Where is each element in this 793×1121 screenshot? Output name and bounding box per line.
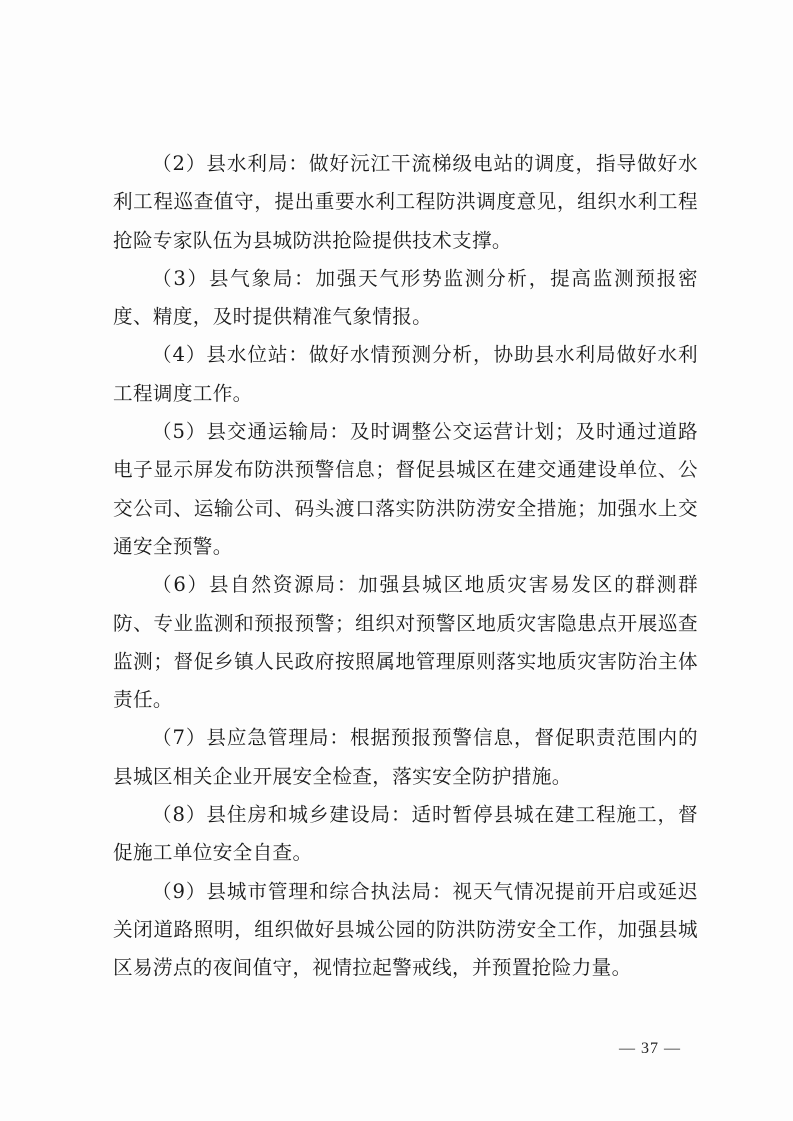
paragraph-water-resources-bureau: （2）县水利局：做好沅江干流梯级电站的调度，指导做好水利工程巡查值守，提出重要水利工程防洪调度意见，组织水利工程抢险专家队伍为县城防洪抢险提供技术支撑。 xyxy=(113,152,698,252)
page-number: — 37 — xyxy=(619,1040,681,1057)
paragraph-transportation-bureau: （5）县交通运输局：及时调整公交运营计划；及时通过道路电子显示屏发布防洪预警信息；督促县城区在建交通建设单位、公交公司、运输公司、码头渡口落实防洪防涝安全措施；加强水上交通安全预警。 xyxy=(113,420,698,558)
paragraph-urban-management-bureau: （9）县城市管理和综合执法局：视天气情况提前开启或延迟关闭道路照明，组织做好县城公园的防洪防涝安全工作，加强县城区易涝点的夜间值守，视情拉起警戒线，并预置抢险力量。 xyxy=(113,879,698,980)
paragraph-water-level-station: （4）县水位站：做好水情预测分析，协助县水利局做好水利工程调度工作。 xyxy=(113,343,698,405)
paragraph-natural-resources-bureau: （6）县自然资源局：加强县城区地质灾害易发区的群测群防、专业监测和预报预警；组织对预警区地质灾害隐患点开展巡查监测；督促乡镇人民政府按照属地管理原则落实地质灾害防治主体责任。 xyxy=(113,573,698,712)
paragraph-housing-construction-bureau: （8）县住房和城乡建设局：适时暂停县城在建工程施工，督促施工单位安全自查。 xyxy=(113,803,698,865)
document-body xyxy=(113,145,698,988)
paragraph-emergency-management-bureau: （7）县应急管理局：根据预报预警信息，督促职责范围内的县城区相关企业开展安全检查，落实安全防护措施。 xyxy=(113,726,698,788)
paragraph-meteorological-bureau: （3）县气象局：加强天气形势监测分析，提高监测预报密度、精度，及时提供精准气象情报。 xyxy=(113,266,698,329)
